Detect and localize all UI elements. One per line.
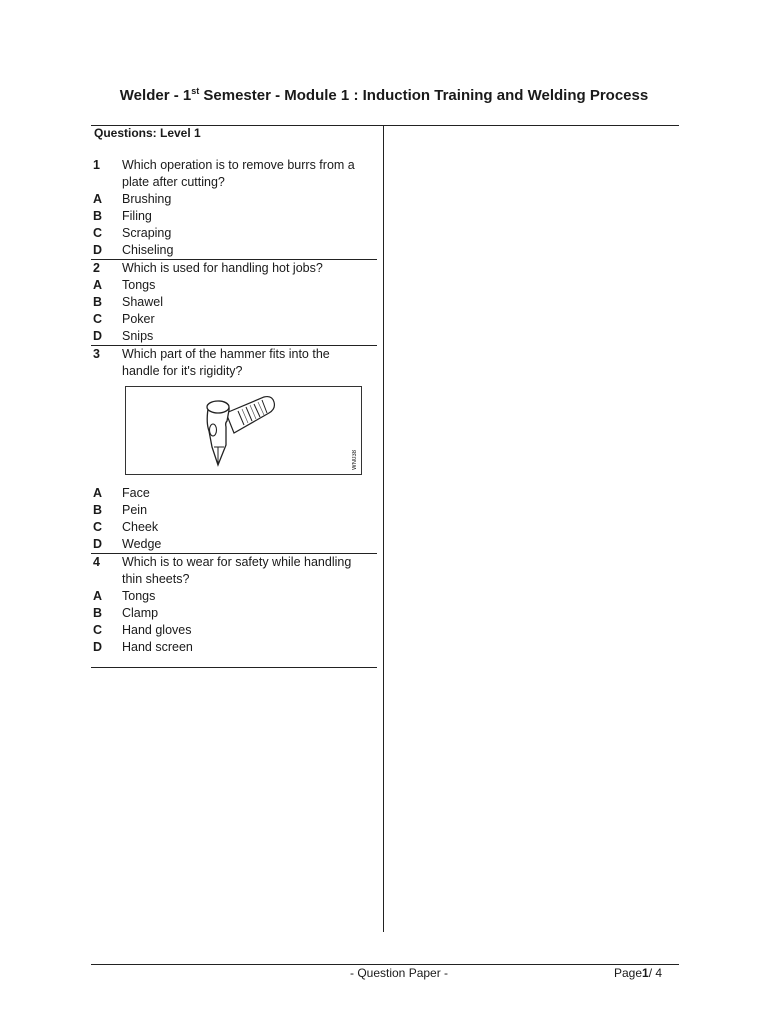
option-c (91, 622, 377, 639)
option-letter: D (93, 640, 103, 654)
option-d (91, 639, 377, 656)
section-heading: Questions: Level 1 (94, 126, 201, 140)
question-number: 1 (93, 158, 100, 172)
question-1 (91, 157, 377, 260)
option-d (91, 536, 377, 553)
option-text: Face (122, 486, 150, 500)
option-text: Cheek (122, 520, 159, 534)
page-number (614, 966, 662, 980)
question-text: Which operation is to remove burrs from a plate after cutting? (122, 158, 355, 189)
hammer-drawing (126, 387, 361, 474)
question-number: 3 (93, 347, 100, 361)
option-text: Tongs (122, 278, 156, 292)
option-text: Snips (122, 329, 154, 343)
option-letter: D (93, 243, 103, 257)
option-c (91, 519, 377, 536)
question-number: 2 (93, 261, 100, 275)
option-d (91, 242, 377, 259)
option-letter: C (93, 520, 103, 534)
option-b (91, 502, 377, 519)
option-letter: C (93, 623, 103, 637)
option-letter: B (93, 606, 103, 620)
option-c (91, 311, 377, 328)
title-prefix: Welder - 1 (119, 87, 192, 104)
page-current: 1 (642, 966, 649, 980)
title-superscript: st (191, 86, 200, 96)
option-text: Hand gloves (122, 623, 192, 637)
question-4 (91, 554, 377, 668)
option-letter: A (93, 589, 103, 603)
question-2 (91, 260, 377, 346)
option-c (91, 225, 377, 242)
question-text: Which is to wear for safety while handling thin sheets? (122, 555, 352, 586)
option-letter: D (93, 329, 103, 343)
option-text: Clamp (122, 606, 159, 620)
title-suffix: Semester - Module 1 : Induction Training and Welding Process (199, 87, 649, 104)
option-text: Brushing (122, 192, 172, 206)
question-list (91, 157, 377, 668)
option-b (91, 294, 377, 311)
option-text: Shawel (122, 295, 163, 309)
option-text: Poker (122, 312, 155, 326)
option-letter: D (93, 537, 103, 551)
option-letter: C (93, 312, 103, 326)
footer-label: - Question Paper - (350, 966, 449, 980)
question-text: Which is used for handling hot jobs? (122, 261, 323, 275)
question-text: Which part of the hammer fits into the handle for it's rigidity? (122, 347, 330, 378)
option-text: Pein (122, 503, 148, 517)
option-letter: C (93, 226, 103, 240)
option-letter: A (93, 486, 103, 500)
option-letter: B (93, 503, 103, 517)
option-text: Filing (122, 209, 152, 223)
option-letter: B (93, 209, 103, 223)
footer-rule (91, 964, 679, 965)
hammer-illustration (125, 386, 362, 475)
option-text: Wedge (122, 537, 162, 551)
option-letter: A (93, 278, 103, 292)
option-a (91, 588, 377, 605)
option-a (91, 277, 377, 294)
option-b (91, 208, 377, 225)
option-letter: A (93, 192, 103, 206)
option-letter: B (93, 295, 103, 309)
option-text: Scraping (122, 226, 172, 240)
option-text: Hand screen (122, 640, 193, 654)
question-number: 4 (93, 555, 100, 569)
option-text: Chiseling (122, 243, 174, 257)
column-divider (383, 125, 384, 932)
page-title (0, 86, 768, 104)
option-a (91, 191, 377, 208)
option-text: Tongs (122, 589, 156, 603)
question-3 (91, 346, 377, 554)
page-suffix: / 4 (648, 966, 663, 980)
figure-mark: WN038 (352, 449, 358, 470)
option-a (91, 485, 377, 502)
option-d (91, 328, 377, 345)
page-prefix: Page (614, 966, 643, 980)
option-b (91, 605, 377, 622)
